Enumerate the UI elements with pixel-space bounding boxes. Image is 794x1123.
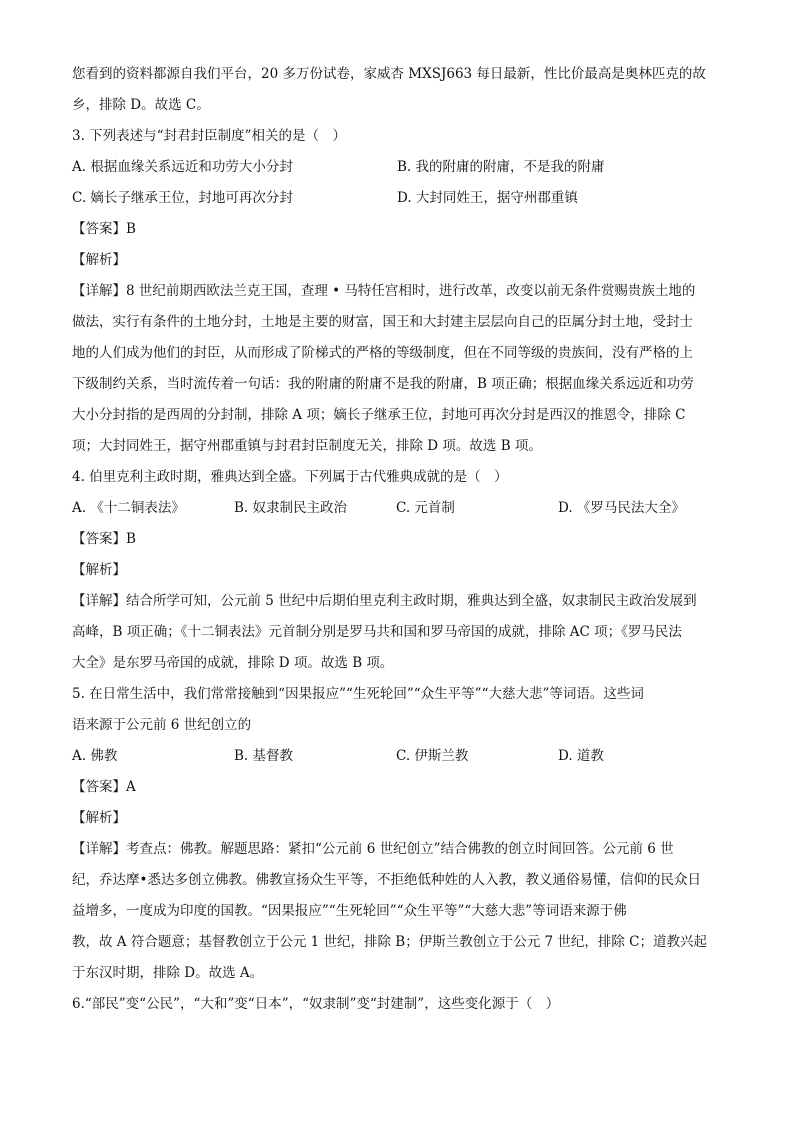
question-3-detail-2: 做法，实行有条件的土地分封，土地是主要的财富，国王和大封建主层层向自己的臣属分封土地，受封士 [72,314,693,330]
question-3-options-row-1 [72,157,724,188]
question-5-detail-2: 纪，乔达摩•悉达多创立佛教。佛教宣扬众生平等，不拒绝低种姓的人入教，教义通俗易懂，信仰的民众日 [72,872,701,888]
question-4-option-d: D. 《罗马民法大全》 [558,500,685,516]
question-5-options-row [72,746,724,777]
document-page [72,64,724,1025]
question-4-detail-1: 【详解】结合所学可知，公元前 5 世纪中后期伯里克利主政时期，雅典达到全盛，奴隶制民主政治发展到 [72,593,697,609]
question-4-detail-2: 高峰，B 项正确；《十二铜表法》元首制分别是罗马共和国和罗马帝国的成就，排除 AC 项；《罗马民法 [72,624,682,640]
question-4-option-b: B. 奴隶制民主政治 [234,500,348,516]
question-5-detail-3: 益增多，一度成为印度的国教。“因果报应”“生死轮回”“众生平等”“大慈大悲”等词语来源于佛 [72,903,627,919]
question-4-answer: 【答案】B [72,531,136,547]
question-3-detail-3: 地的人们成为他们的封臣，从而形成了阶梯式的严格的等级制度，但在不同等级的贵族间，没有严格的上 [72,345,693,361]
question-4-options-row [72,498,724,529]
question-5-option-b: B. 基督教 [234,748,294,764]
question-6-stem: 6.“部民”变“公民”，“大和”变“日本”，“奴隶制”变“封建制”，这些变化源于（ ） [72,996,560,1012]
question-5-detail-4: 教，故 A 符合题意；基督教创立于公元 1 世纪，排除 B；伊斯兰教创立于公元 7 世纪，排除 C；道教兴起 [72,934,708,950]
intro-line-1: 您看到的资料都源自我们平台，20 多万份试卷，家威杏 MXSJ663 每日最新，性比价最高是奥林匹克的故 [72,66,706,82]
question-3-option-a: A. 根据血缘关系远近和功劳大小分封 [72,159,293,175]
question-3-detail-6: 项；大封同姓王，据守州郡重镇与封君封臣制度无关，排除 D 项。故选 B 项。 [72,438,542,454]
question-4-option-c: C. 元首制 [396,500,455,516]
question-5-stem-2: 语来源于公元前 6 世纪创立的 [72,717,252,733]
intro-line-2: 乡，排除 D。故选 C。 [72,97,210,113]
question-3-analysis-label: 【解析】 [72,252,126,268]
question-5-answer: 【答案】A [72,779,136,795]
question-5-detail-5: 于东汉时期，排除 D。故选 A。 [72,965,264,981]
question-4-detail-3: 大全》是东罗马帝国的成就，排除 D 项。故选 B 项。 [72,655,394,671]
question-4-option-a: A. 《十二铜表法》 [72,500,185,516]
question-3-option-b: B. 我的附庸的附庸，不是我的附庸 [397,159,605,175]
question-5-stem-1: 5. 在日常生活中，我们常常接触到“因果报应”“生死轮回”“众生平等”“大慈大悲”等词语。这些词 [72,686,644,702]
question-3-answer: 【答案】B [72,221,136,237]
question-3-detail-1: 【详解】8 世纪前期西欧法兰克王国，查理 • 马特任宫相时，进行改革，改变以前无条件赏赐贵族土地的 [72,283,696,299]
question-3-stem: 3. 下列表述与“封君封臣制度”相关的是（ ） [72,128,346,144]
question-4-analysis-label: 【解析】 [72,562,126,578]
question-5-analysis-label: 【解析】 [72,810,126,826]
question-5-option-c: C. 伊斯兰教 [396,748,469,764]
question-5-option-d: D. 道教 [558,748,604,764]
question-3-detail-5: 大小分封指的是西周的分封制，排除 A 项；嫡长子继承王位，封地可再次分封是西汉的推恩令，排除 C [72,407,686,423]
question-4-stem: 4. 伯里克利主政时期，雅典达到全盛。下列属于古代雅典成就的是（ ） [72,469,508,485]
question-3-detail-4: 下级制约关系，当时流传着一句话：我的附庸的附庸不是我的附庸，B 项正确；根据血缘关系远近和功劳 [72,376,694,392]
question-3-option-d: D. 大封同姓王，据守州郡重镇 [397,190,578,206]
question-5-option-a: A. 佛教 [72,748,118,764]
question-5-detail-1: 【详解】考查点：佛教。解题思路：紧扣“公元前 6 世纪创立”结合佛教的创立时间回答。公元前 6 世 [72,841,674,857]
question-3-option-c: C. 嫡长子继承王位，封地可再次分封 [72,190,293,206]
question-3-options-row-2 [72,188,724,219]
